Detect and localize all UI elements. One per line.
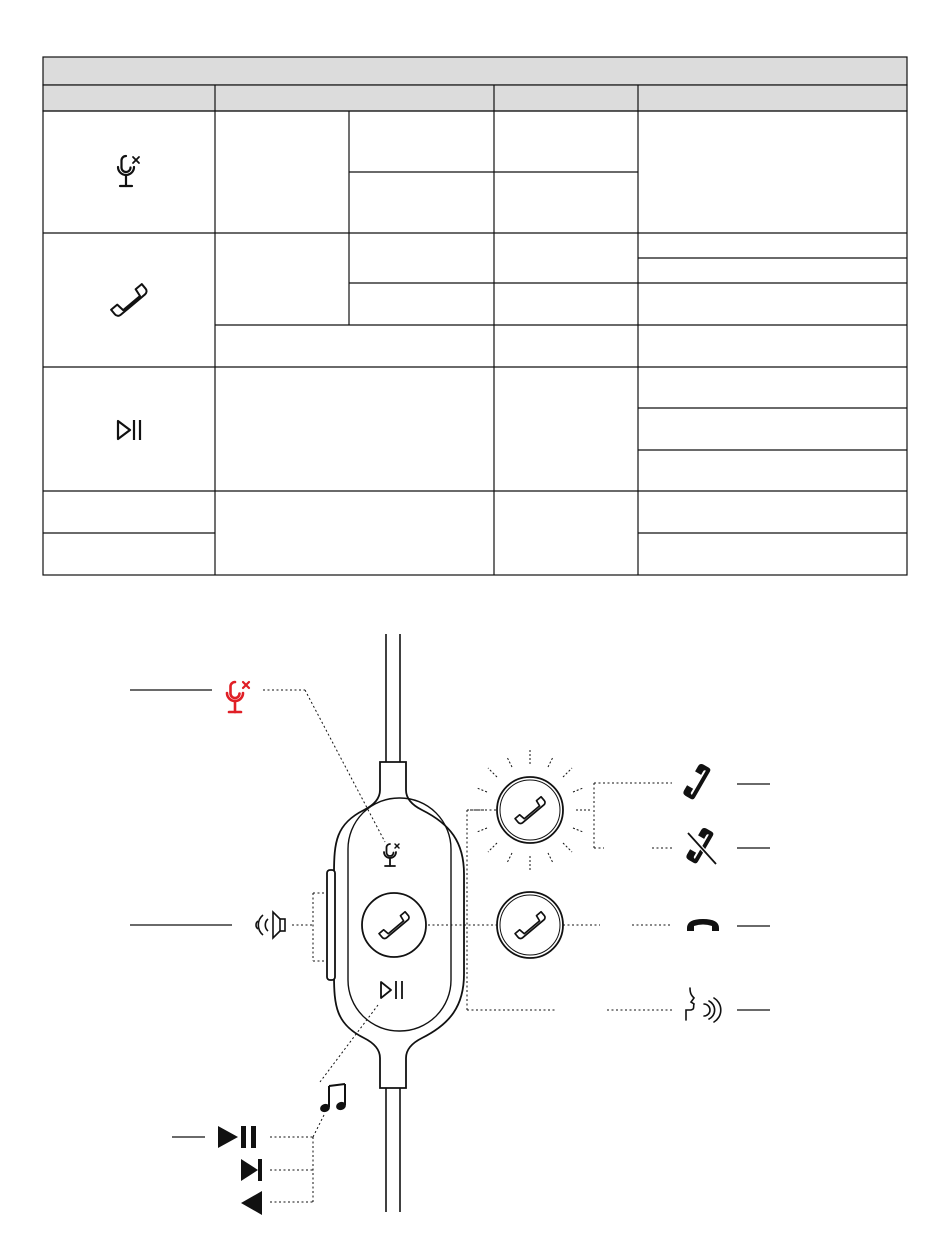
music-note-icon bbox=[320, 1084, 346, 1112]
previous-track-icon bbox=[241, 1191, 262, 1215]
next-track-icon bbox=[241, 1159, 262, 1181]
reject-call-icon bbox=[685, 827, 716, 865]
voice-assistant-icon bbox=[686, 988, 721, 1022]
answer-call-icon bbox=[682, 763, 711, 801]
volume-rocker[interactable] bbox=[327, 870, 335, 980]
play-pause-action-icon bbox=[218, 1126, 256, 1148]
play-pause-icon bbox=[118, 420, 140, 440]
inline-controller-diagram bbox=[0, 590, 950, 1248]
controls-table bbox=[0, 0, 950, 590]
volume-leader bbox=[292, 893, 327, 961]
active-call-icon bbox=[497, 892, 563, 958]
mute-indicator-red-icon bbox=[227, 682, 249, 712]
incoming-call-blinking-icon bbox=[470, 750, 590, 870]
call-button[interactable] bbox=[362, 893, 426, 957]
table-header-row bbox=[43, 85, 907, 111]
end-call-icon bbox=[687, 919, 719, 931]
table-title-bar bbox=[43, 57, 907, 85]
phone-handset-icon bbox=[111, 284, 148, 317]
mic-mute-icon bbox=[118, 156, 139, 186]
speaker-volume-icon bbox=[256, 912, 285, 938]
table-body bbox=[43, 111, 907, 575]
